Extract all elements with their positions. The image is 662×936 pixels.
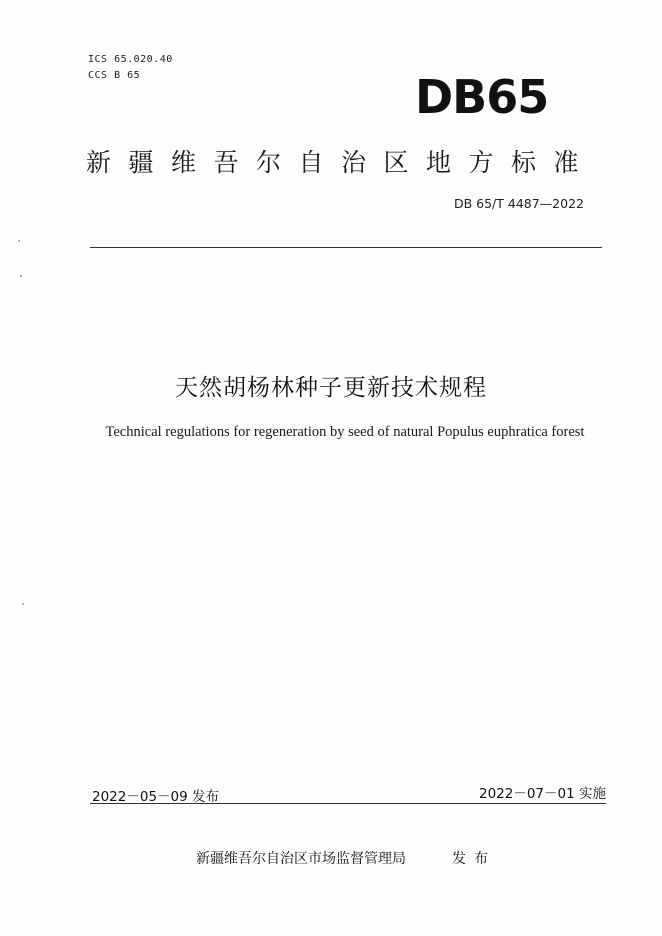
document-title-chinese: 天然胡杨林种子更新技术规程 [175, 375, 487, 401]
bottom-divider [90, 803, 606, 804]
document-title-english: Technical regulations for regeneration by seed of natural Populus euphratica forest [105, 424, 585, 440]
implementation-date: 2022－07－01 实施 [478, 786, 606, 802]
release-date: 2022－05－09 发布 [92, 789, 220, 805]
scan-speck [20, 275, 22, 277]
scan-speck [18, 240, 20, 242]
standard-type-heading: 新疆维吾尔自治区地方标准 [86, 148, 597, 177]
ics-code: ICS 65.020.40 [88, 54, 173, 65]
db65-logo: DB65 [415, 70, 549, 124]
publish-label: 发布 [452, 851, 496, 867]
standard-number: DB 65/T 4487—2022 [453, 196, 584, 211]
publisher-name: 新疆维吾尔自治区市场监督管理局 [196, 851, 406, 867]
scan-speck [22, 603, 24, 605]
top-divider [90, 247, 602, 248]
ccs-code: CCS B 65 [88, 70, 141, 81]
